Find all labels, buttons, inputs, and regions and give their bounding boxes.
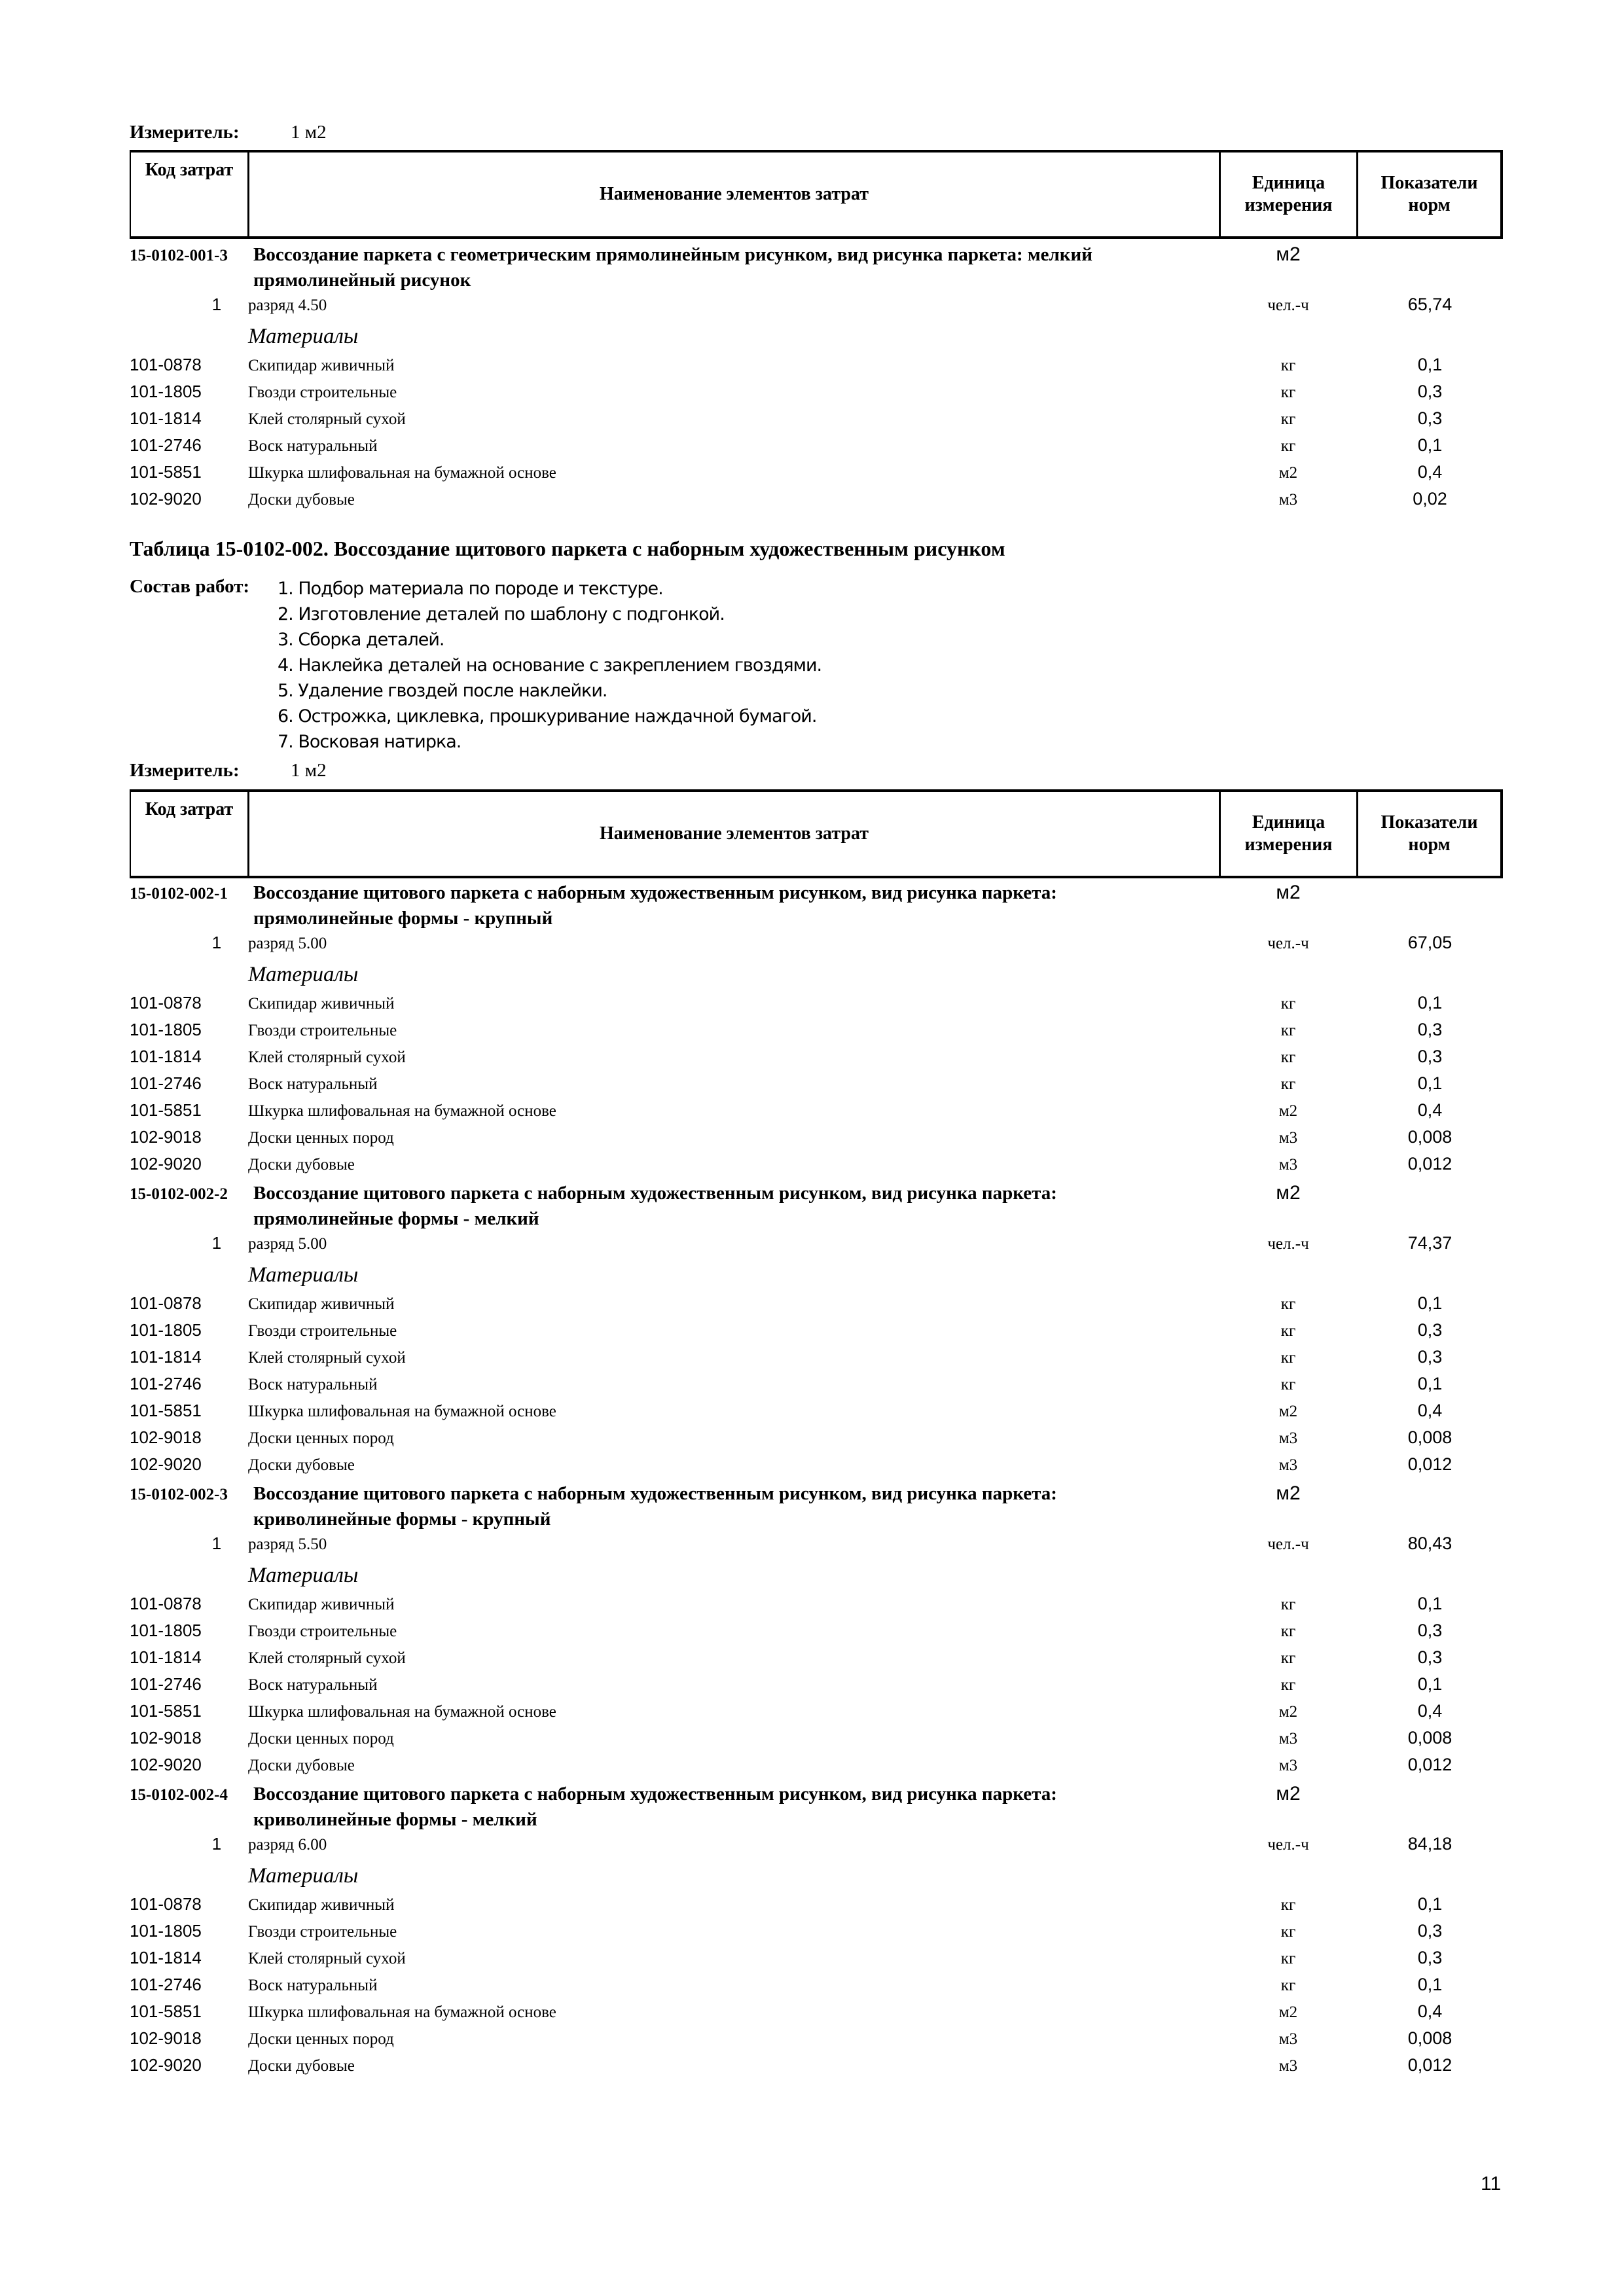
- work-step: 2. Изготовление деталей по шаблону с подгонкой.: [278, 604, 725, 624]
- material-unit: кг: [1280, 1596, 1296, 1613]
- material-unit: м3: [1278, 1429, 1298, 1447]
- materials-heading: Материалы: [248, 1864, 359, 1888]
- material-code: 102-9018: [130, 1427, 202, 1447]
- material-code: 101-1805: [130, 1320, 202, 1340]
- material-unit: м3: [1278, 1757, 1298, 1774]
- materials-heading: Материалы: [248, 325, 359, 348]
- measure-value: 1 м2: [291, 122, 327, 143]
- labor-row: [130, 1233, 1503, 1263]
- material-name: Воск натуральный: [248, 1676, 378, 1694]
- material-row: [130, 1594, 1503, 1621]
- material-unit: м2: [1278, 1703, 1298, 1721]
- header-norm: Показатели норм: [1380, 812, 1478, 855]
- material-code: 101-5851: [130, 2001, 202, 2021]
- materials-heading-row: [130, 1564, 1503, 1594]
- material-value: 0,4: [1417, 1401, 1443, 1420]
- material-code: 101-1814: [130, 1948, 202, 1967]
- labor-code: 1: [211, 1534, 222, 1553]
- material-code: 101-0878: [130, 993, 202, 1013]
- material-row: [130, 1948, 1503, 1975]
- material-value: 0,4: [1417, 2001, 1443, 2021]
- material-name: Скипидар живичный: [248, 357, 395, 374]
- material-code: 101-2746: [130, 1975, 202, 1994]
- material-name: Шкурка шлифовальная на бумажной основе: [248, 2003, 556, 2021]
- measure-value: 1 м2: [291, 760, 327, 781]
- material-unit: м3: [1278, 491, 1298, 509]
- material-code: 101-5851: [130, 1100, 202, 1120]
- materials-heading: Материалы: [248, 1263, 359, 1287]
- material-name: Клей столярный сухой: [248, 1349, 406, 1367]
- material-value: 0,012: [1407, 1454, 1453, 1474]
- material-value: 0,008: [1407, 2028, 1453, 2048]
- material-value: 0,4: [1417, 462, 1443, 482]
- material-name: Скипидар живичный: [248, 1896, 395, 1914]
- material-code: 102-9020: [130, 1154, 202, 1174]
- material-row: [130, 1127, 1503, 1154]
- material-name: Гвозди строительные: [248, 384, 397, 401]
- material-row: [130, 1347, 1503, 1374]
- material-value: 0,3: [1417, 382, 1443, 401]
- material-name: Скипидар живичный: [248, 1596, 395, 1613]
- labor-unit: чел.-ч: [1267, 296, 1309, 314]
- material-value: 0,3: [1417, 408, 1443, 428]
- work-step: 6. Острожка, циклевка, прошкуривание наждачной бумагой.: [278, 706, 817, 726]
- material-name: Воск натуральный: [248, 1977, 378, 1994]
- material-code: 102-9020: [130, 2055, 202, 2075]
- work-step: 5. Удаление гвоздей после наклейки.: [278, 681, 607, 701]
- material-code: 101-5851: [130, 1401, 202, 1420]
- material-unit: кг: [1280, 995, 1296, 1013]
- material-unit: кг: [1280, 1376, 1296, 1393]
- material-code: 101-1805: [130, 382, 202, 401]
- material-name: Клей столярный сухой: [248, 1649, 406, 1667]
- material-row: [130, 1154, 1503, 1181]
- material-name: Доски дубовые: [248, 1456, 355, 1474]
- material-unit: кг: [1280, 1950, 1296, 1967]
- material-code: 101-0878: [130, 1594, 202, 1613]
- material-name: Клей столярный сухой: [248, 1950, 406, 1967]
- materials-heading-row: [130, 1263, 1503, 1293]
- material-unit: м2: [1278, 464, 1298, 482]
- material-name: Доски дубовые: [248, 491, 355, 509]
- material-code: 101-1805: [130, 1921, 202, 1941]
- material-unit: м3: [1278, 1129, 1298, 1147]
- material-unit: кг: [1280, 1649, 1296, 1667]
- material-row: [130, 1701, 1503, 1728]
- cost-code: 15-0102-001-3: [130, 247, 228, 264]
- material-unit: кг: [1280, 357, 1296, 374]
- labor-unit: чел.-ч: [1267, 1235, 1309, 1253]
- material-row: [130, 382, 1503, 408]
- material-row: [130, 1728, 1503, 1755]
- material-code: 101-1805: [130, 1020, 202, 1039]
- material-code: 101-1814: [130, 408, 202, 428]
- cost-item-row: [130, 1782, 1503, 1834]
- material-code: 102-9018: [130, 1127, 202, 1147]
- material-unit: кг: [1280, 1022, 1296, 1039]
- material-value: 0,3: [1417, 1921, 1443, 1941]
- material-value: 0,4: [1417, 1701, 1443, 1721]
- material-code: 101-2746: [130, 1374, 202, 1393]
- cost-item-row: [130, 242, 1503, 295]
- material-unit: м3: [1278, 1730, 1298, 1748]
- material-name: Шкурка шлифовальная на бумажной основе: [248, 1703, 556, 1721]
- work-step: 3. Сборка деталей.: [278, 630, 444, 650]
- material-name: Гвозди строительные: [248, 1623, 397, 1640]
- measure-line-1: [130, 122, 327, 143]
- material-unit: кг: [1280, 1977, 1296, 1994]
- labor-value: 74,37: [1407, 1233, 1453, 1253]
- material-row: [130, 1401, 1503, 1427]
- material-value: 0,012: [1407, 2055, 1453, 2075]
- cost-item-name: Воссоздание паркета с геометрическим прямолинейным рисунком, вид рисунка паркета: мелкий прямолинейный рисунок: [253, 244, 1092, 291]
- material-value: 0,3: [1417, 1047, 1443, 1066]
- material-name: Скипидар живичный: [248, 995, 395, 1013]
- labor-unit: чел.-ч: [1267, 935, 1309, 952]
- cost-item-row: [130, 1181, 1503, 1233]
- labor-row: [130, 295, 1503, 325]
- material-row: [130, 993, 1503, 1020]
- material-value: 0,1: [1417, 1975, 1443, 1994]
- cost-item-row: [130, 880, 1503, 933]
- material-value: 0,012: [1407, 1154, 1453, 1174]
- cost-unit: м2: [1276, 882, 1301, 903]
- table-2-header: [130, 789, 1503, 878]
- material-name: Шкурка шлифовальная на бумажной основе: [248, 1102, 556, 1120]
- material-code: 101-5851: [130, 462, 202, 482]
- material-code: 101-2746: [130, 1073, 202, 1093]
- material-value: 0,008: [1407, 1127, 1453, 1147]
- cost-unit: м2: [1276, 1783, 1301, 1804]
- material-unit: м3: [1278, 2057, 1298, 2075]
- material-unit: кг: [1280, 1049, 1296, 1066]
- header-unit: Единица измерения: [1221, 152, 1358, 236]
- material-unit: кг: [1280, 410, 1296, 428]
- material-value: 0,1: [1417, 1674, 1443, 1694]
- material-unit: м2: [1278, 1403, 1298, 1420]
- material-name: Гвозди строительные: [248, 1022, 397, 1039]
- material-unit: м2: [1278, 2003, 1298, 2021]
- labor-code: 1: [211, 295, 222, 314]
- material-code: 102-9020: [130, 1454, 202, 1474]
- works-label: Состав работ:: [130, 576, 250, 597]
- material-code: 102-9020: [130, 489, 202, 509]
- labor-unit: чел.-ч: [1267, 1836, 1309, 1854]
- cost-unit: м2: [1276, 243, 1301, 265]
- material-row: [130, 1073, 1503, 1100]
- material-unit: кг: [1280, 1075, 1296, 1093]
- material-row: [130, 462, 1503, 489]
- material-code: 101-1814: [130, 1347, 202, 1367]
- material-code: 101-0878: [130, 1894, 202, 1914]
- material-value: 0,008: [1407, 1427, 1453, 1447]
- material-row: [130, 1320, 1503, 1347]
- material-row: [130, 489, 1503, 516]
- material-unit: кг: [1280, 1349, 1296, 1367]
- labor-code: 1: [211, 1834, 222, 1854]
- cost-code: 15-0102-002-1: [130, 885, 228, 903]
- material-value: 0,1: [1417, 1594, 1443, 1613]
- cost-unit: м2: [1276, 1182, 1301, 1204]
- material-row: [130, 1894, 1503, 1921]
- table-1-body: [130, 242, 1503, 516]
- material-value: 0,1: [1417, 1374, 1443, 1393]
- material-code: 101-2746: [130, 1674, 202, 1694]
- measure-label: Измеритель:: [130, 122, 240, 143]
- cost-code: 15-0102-002-3: [130, 1486, 228, 1503]
- material-unit: кг: [1280, 1923, 1296, 1941]
- material-name: Шкурка шлифовальная на бумажной основе: [248, 1403, 556, 1420]
- cost-item-name: Воссоздание щитового паркета с наборным художественным рисунком, вид рисунка паркета: криволинейные формы - крупный: [253, 1483, 1057, 1530]
- material-row: [130, 1100, 1503, 1127]
- material-name: Гвозди строительные: [248, 1322, 397, 1340]
- labor-row: [130, 1534, 1503, 1564]
- material-name: Воск натуральный: [248, 1075, 378, 1093]
- material-name: Шкурка шлифовальная на бумажной основе: [248, 464, 556, 482]
- material-unit: кг: [1280, 1896, 1296, 1914]
- material-code: 101-5851: [130, 1701, 202, 1721]
- material-unit: м2: [1278, 1102, 1298, 1120]
- material-unit: кг: [1280, 437, 1296, 455]
- material-name: Доски ценных пород: [248, 1429, 394, 1447]
- cost-item-name: Воссоздание щитового паркета с наборным художественным рисунком, вид рисунка паркета: прямолинейные формы - мелкий: [253, 1183, 1057, 1229]
- material-name: Доски ценных пород: [248, 2030, 394, 2048]
- measure-label: Измеритель:: [130, 760, 240, 781]
- material-row: [130, 435, 1503, 462]
- material-unit: м3: [1278, 2030, 1298, 2048]
- material-row: [130, 1621, 1503, 1647]
- material-row: [130, 1975, 1503, 2001]
- material-row: [130, 1454, 1503, 1481]
- material-name: Клей столярный сухой: [248, 410, 406, 428]
- material-name: Доски дубовые: [248, 1156, 355, 1174]
- material-name: Воск натуральный: [248, 1376, 378, 1393]
- labor-value: 67,05: [1407, 933, 1453, 952]
- material-code: 101-0878: [130, 1293, 202, 1313]
- work-step: 1. Подбор материала по породе и текстуре.: [278, 579, 663, 599]
- table-2-title: Таблица 15-0102-002. Воссоздание щитового паркета с наборным художественным рисунком: [130, 537, 1005, 560]
- material-name: Воск натуральный: [248, 437, 378, 455]
- materials-heading-row: [130, 1864, 1503, 1894]
- table-2-body: [130, 880, 1503, 2082]
- material-value: 0,1: [1417, 1894, 1443, 1914]
- material-row: [130, 2028, 1503, 2055]
- labor-code: 1: [211, 933, 222, 952]
- material-value: 0,1: [1417, 435, 1443, 455]
- material-name: Доски ценных пород: [248, 1730, 394, 1748]
- material-value: 0,3: [1417, 1020, 1443, 1039]
- material-value: 0,3: [1417, 1647, 1443, 1667]
- material-unit: кг: [1280, 1676, 1296, 1694]
- material-code: 102-9020: [130, 1755, 202, 1774]
- material-value: 0,4: [1417, 1100, 1443, 1120]
- material-value: 0,3: [1417, 1347, 1443, 1367]
- material-name: Клей столярный сухой: [248, 1049, 406, 1066]
- material-row: [130, 1921, 1503, 1948]
- material-code: 101-1814: [130, 1647, 202, 1667]
- material-row: [130, 1374, 1503, 1401]
- material-row: [130, 2055, 1503, 2082]
- header-unit: Единица измерения: [1221, 792, 1358, 876]
- work-composition: [130, 576, 821, 755]
- labor-code: 1: [211, 1233, 222, 1253]
- labor-row: [130, 1834, 1503, 1864]
- material-unit: кг: [1280, 384, 1296, 401]
- material-row: [130, 2001, 1503, 2028]
- material-value: 0,1: [1417, 1073, 1443, 1093]
- materials-heading-row: [130, 325, 1503, 355]
- material-row: [130, 1427, 1503, 1454]
- table-1-header: [130, 150, 1503, 239]
- material-value: 0,3: [1417, 1948, 1443, 1967]
- work-step: 4. Наклейка деталей на основание с закреплением гвоздями.: [278, 655, 822, 675]
- material-value: 0,012: [1407, 1755, 1453, 1774]
- material-row: [130, 1047, 1503, 1073]
- material-row: [130, 1293, 1503, 1320]
- material-row: [130, 1755, 1503, 1782]
- material-row: [130, 1647, 1503, 1674]
- cost-item-name: Воссоздание щитового паркета с наборным художественным рисунком, вид рисунка паркета: криволинейные формы - мелкий: [253, 1784, 1057, 1830]
- cost-item-name: Воссоздание щитового паркета с наборным художественным рисунком, вид рисунка паркета: прямолинейные формы - крупный: [253, 882, 1057, 929]
- material-value: 0,02: [1413, 489, 1447, 509]
- material-row: [130, 408, 1503, 435]
- material-value: 0,008: [1407, 1728, 1453, 1748]
- material-code: 101-1814: [130, 1047, 202, 1066]
- works-list: [278, 576, 821, 755]
- material-name: Гвозди строительные: [248, 1923, 397, 1941]
- header-code: Код затрат: [131, 792, 249, 876]
- material-code: 101-1805: [130, 1621, 202, 1640]
- material-value: 0,1: [1417, 355, 1443, 374]
- materials-heading: Материалы: [248, 963, 359, 986]
- material-row: [130, 1020, 1503, 1047]
- labor-name: разряд 4.50: [248, 296, 327, 314]
- material-row: [130, 1674, 1503, 1701]
- cost-code: 15-0102-002-4: [130, 1786, 228, 1804]
- header-name: Наименование элементов затрат: [249, 152, 1221, 236]
- material-code: 101-2746: [130, 435, 202, 455]
- work-step: 7. Восковая натирка.: [278, 732, 461, 752]
- material-unit: кг: [1280, 1295, 1296, 1313]
- labor-value: 80,43: [1407, 1534, 1453, 1553]
- material-unit: кг: [1280, 1623, 1296, 1640]
- header-code: Код затрат: [131, 152, 249, 236]
- labor-name: разряд 6.00: [248, 1836, 327, 1854]
- labor-row: [130, 933, 1503, 963]
- labor-name: разряд 5.50: [248, 1535, 327, 1553]
- material-code: 101-0878: [130, 355, 202, 374]
- labor-value: 65,74: [1407, 295, 1453, 314]
- material-unit: м3: [1278, 1156, 1298, 1174]
- header-name: Наименование элементов затрат: [249, 792, 1221, 876]
- labor-value: 84,18: [1407, 1834, 1453, 1854]
- header-norm: Показатели норм: [1380, 173, 1478, 215]
- material-name: Доски дубовые: [248, 1757, 355, 1774]
- material-code: 102-9018: [130, 1728, 202, 1748]
- material-value: 0,1: [1417, 1293, 1443, 1313]
- material-name: Доски ценных пород: [248, 1129, 394, 1147]
- materials-heading-row: [130, 963, 1503, 993]
- material-value: 0,3: [1417, 1621, 1443, 1640]
- cost-item-row: [130, 1481, 1503, 1534]
- material-unit: м3: [1278, 1456, 1298, 1474]
- material-value: 0,1: [1417, 993, 1443, 1013]
- material-unit: кг: [1280, 1322, 1296, 1340]
- page-number: 11: [1481, 2173, 1502, 2195]
- material-row: [130, 355, 1503, 382]
- material-name: Доски дубовые: [248, 2057, 355, 2075]
- measure-line-2: [130, 760, 327, 781]
- labor-name: разряд 5.00: [248, 935, 327, 952]
- cost-unit: м2: [1276, 1482, 1301, 1504]
- material-code: 102-9018: [130, 2028, 202, 2048]
- cost-code: 15-0102-002-2: [130, 1185, 228, 1203]
- labor-name: разряд 5.00: [248, 1235, 327, 1253]
- material-name: Скипидар живичный: [248, 1295, 395, 1313]
- labor-unit: чел.-ч: [1267, 1535, 1309, 1553]
- material-value: 0,3: [1417, 1320, 1443, 1340]
- materials-heading: Материалы: [248, 1564, 359, 1587]
